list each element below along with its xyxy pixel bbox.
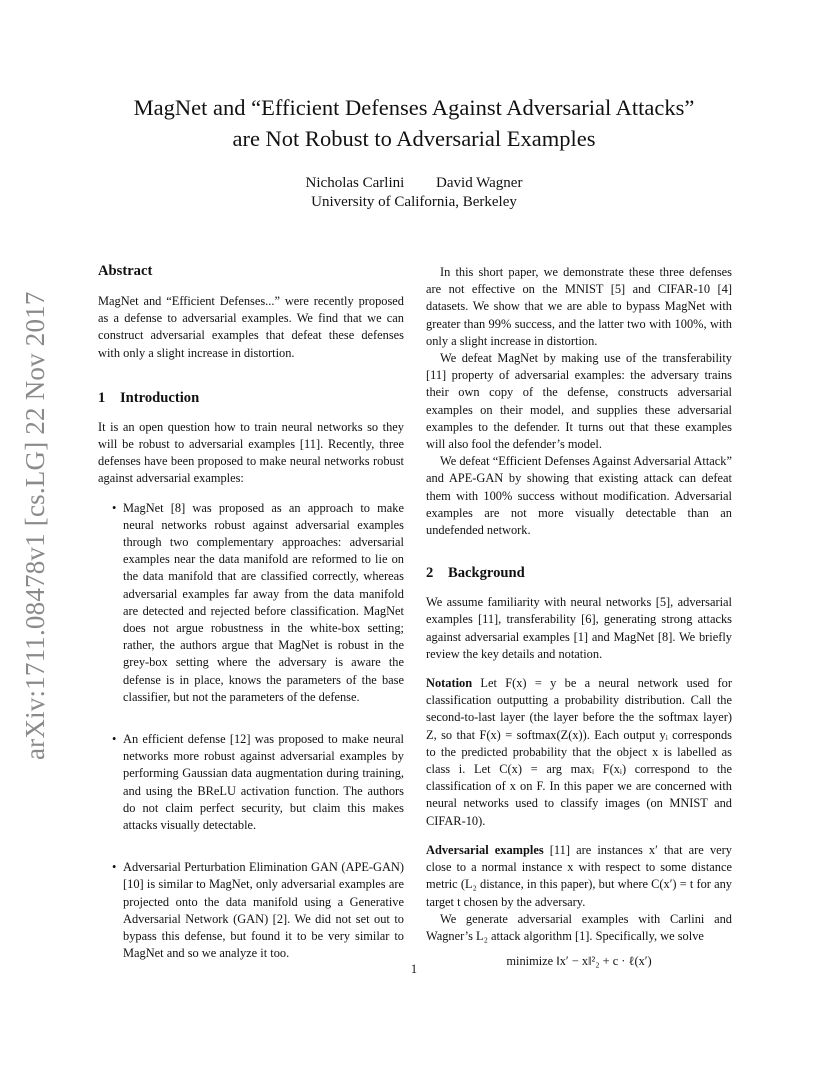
paper-title	[0, 92, 828, 154]
generate-paragraph: We generate adversarial examples with Carlini and Wagner’s L₂ attack algorithm [1]. Specifically, we solve	[426, 911, 732, 943]
intro-heading	[98, 389, 404, 407]
bullet-efficient-defense	[98, 731, 404, 834]
authors	[0, 175, 828, 192]
equation: minimize ‖x′ − x‖²₂ + c · ℓ(x′)	[506, 954, 652, 969]
background-paragraph: We assume familiarity with neural networks [5], adversarial examples [11], transferability [6], generating strong attacks against adversarial examples [1] and MagNet [8]. We briefly review the key details and notation.	[426, 595, 732, 661]
arxiv-stamp: arXiv:1711.08478v1 [cs.LG] 22 Nov 2017	[20, 291, 50, 760]
page-number: 1	[410, 962, 418, 976]
author-2: David Wagner	[436, 175, 523, 191]
abstract-heading: Abstract	[98, 263, 153, 279]
bullet-dot-icon: •	[112, 500, 117, 515]
intro-title: Introduction	[120, 389, 200, 406]
left-column	[98, 262, 404, 963]
bullet-magnet	[98, 500, 404, 706]
background-heading	[426, 564, 732, 582]
affiliation: University of California, Berkeley	[311, 194, 517, 210]
adversarial-paragraph	[426, 842, 732, 911]
right-paragraph-1: In this short paper, we demonstrate these three defenses are not effective on the MNIST [5] and CIFAR-10 [4] datasets. We show that we are able to bypass MagNet with greater than 99% success, and the latter two with 100%, with only a slight increase in distortion.	[426, 265, 732, 348]
abstract-text: MagNet and “Efficient Defenses...” were recently proposed as a defense to adversarial examples. We find that we can construct adversarial examples that defeat these defenses with only a slight increase in distortion.	[98, 294, 404, 360]
bullet-ape-gan	[98, 859, 404, 962]
right-paragraph-2: We defeat MagNet by making use of the transferability [11] property of adversarial examples: the adversary trains their own copy of the defense, constructs adversarial examples on their model, and supplies these adversarial examples to the defender. It turns out that these examples will also fool the defender’s model.	[426, 351, 732, 452]
bullet-dot-icon: •	[112, 860, 117, 875]
notation-label: Notation	[426, 676, 473, 691]
intro-number: 1	[98, 389, 106, 406]
background-title: Background	[448, 565, 525, 582]
adversarial-text: [11] are instances x′ that are very close to a normal instance x with respect to some distance metric (L₂ distance, in this paper), but where C(x′) = t for any target t chosen by the adversary.	[426, 842, 732, 909]
title-line-1: MagNet and “Efficient Defenses Against Adversarial Attacks”	[133, 95, 695, 120]
title-line-2: are Not Robust to Adversarial Examples	[232, 126, 596, 151]
right-column	[426, 264, 732, 970]
notation-text: Let F(x) = y be a neural network used for classification outputting a probability distribution. Call the second-to-last layer (the layer before the the softmax layer) Z, so that F(x) = softmax(Z(x)). Each output yᵢ corresponds to the predicted probability that the object x is labelled as class i. Let C(x) = arg maxᵢ F(xᵢ) correspond to the classification of x on F. In this paper we are concerned with neural networks used to classify images (on MNIST and CIFAR-10).	[426, 676, 732, 828]
adversarial-label: Adversarial examples	[426, 842, 544, 857]
notation-paragraph	[426, 675, 732, 830]
bullet-dot-icon: •	[112, 732, 117, 747]
intro-paragraph: It is an open question how to train neural networks so they will be robust to adversarial examples [11]. Recently, three defenses have been proposed to make neural networks robust against adversarial examples:	[98, 419, 404, 486]
bullet-text: MagNet [8] was proposed as an approach to make neural networks robust against adversarial examples through two complementary approaches: adversarial examples near the data manifold are reformed to lie on the data manifold that are classified correctly, whereas adversarial examples far away from the data manifold are detected and rejected before classification. MagNet does not argue robustness in the white-box setting; rather, the authors argue that MagNet is robust in the grey-box setting where the adversary is aware the defense is in place, knows the parameters of the base classifier, but not the parameters of the defense.	[123, 500, 404, 704]
background-number: 2	[426, 565, 434, 582]
author-1: Nicholas Carlini	[305, 175, 405, 191]
bullet-text: An efficient defense [12] was proposed to make neural networks more robust against adversarial examples by performing Gaussian data augmentation during training, and using the BReLU activation function. The authors do not claim perfect security, but claim this makes attacks visually detectable.	[123, 732, 404, 833]
bullet-text: Adversarial Perturbation Elimination GAN (APE-GAN) [10] is similar to MagNet, only adversarial examples are projected onto the data manifold using a Generative Adversarial Network (GAN) [2]. We did not set out to bypass this defense, but found it to be very similar to MagNet and so we analyze it too.	[123, 860, 404, 961]
right-paragraph-3: We defeat “Efficient Defenses Against Adversarial Attack” and APE-GAN by showing that existing attack can defeat them with 100% success without modification. Adversarial examples are not more visually detectable than an undefended network.	[426, 454, 732, 538]
